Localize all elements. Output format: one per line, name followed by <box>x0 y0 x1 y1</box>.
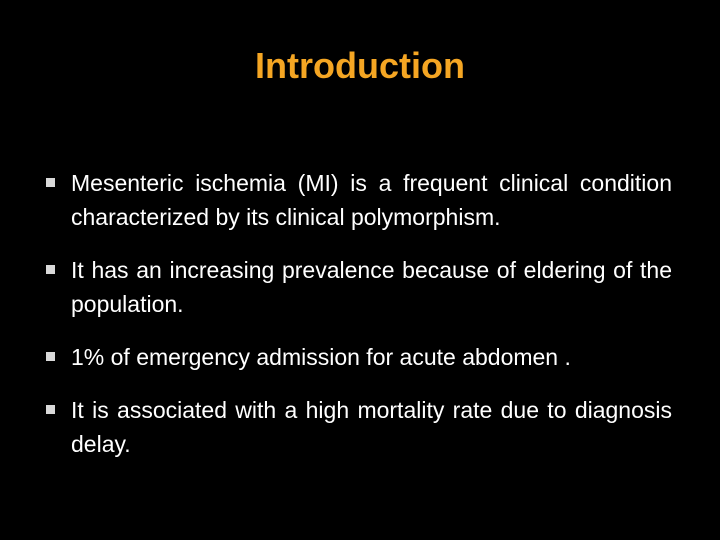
bullet-text: It is associated with a high mortality rate due to diagnosis delay. <box>71 397 672 457</box>
square-bullet-icon <box>46 265 55 274</box>
bullet-text: 1% of emergency admission for acute abdomen . <box>71 344 571 370</box>
bullet-item <box>44 340 672 374</box>
bullet-item <box>44 166 672 234</box>
bullet-text: Mesenteric ischemia (MI) is a frequent clinical condition characterized by its clinical polymorphism. <box>71 170 672 230</box>
bullet-item <box>44 253 672 321</box>
square-bullet-icon <box>46 352 55 361</box>
square-bullet-icon <box>46 178 55 187</box>
bullet-item <box>44 393 672 461</box>
bullet-list <box>44 166 672 480</box>
square-bullet-icon <box>46 405 55 414</box>
slide-title: Introduction <box>255 45 465 86</box>
bullet-text: It has an increasing prevalence because of eldering of the population. <box>71 257 672 317</box>
